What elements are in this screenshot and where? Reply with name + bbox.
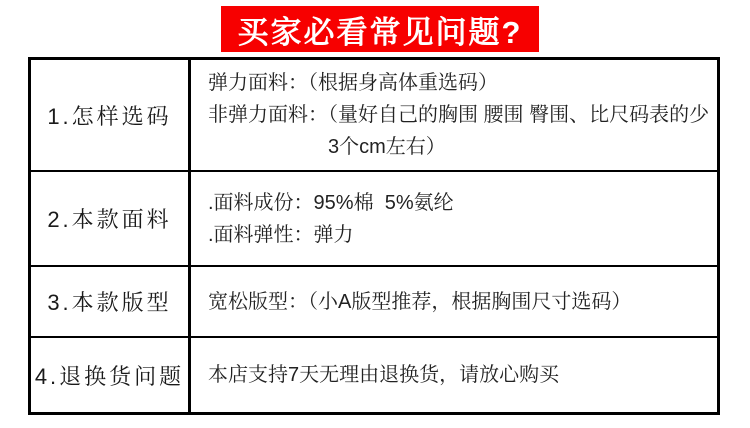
question-label: 1.怎样选码 (47, 103, 172, 129)
answer-line: 弹力面料：（根据身高体重选码） (208, 72, 498, 94)
answer-line: 3个cm左右） (328, 136, 446, 158)
answer-line: .面料弹性：弹力 (208, 223, 354, 246)
question-label: 3.本款版型 (47, 290, 172, 315)
faq-table (28, 57, 720, 415)
answer-line: 宽松版型：（小A版型推荐，根据胸围尺寸选码） (208, 290, 632, 313)
question-cell-fabric (31, 172, 191, 267)
answer-line: 非弹力面料：（量好自己的胸围 腰围 臀围、比尺码表的少 (208, 104, 710, 126)
page-title: 买家必看常见问题? (237, 14, 523, 50)
answer-cell-fabric (191, 172, 717, 267)
answer-cell-fit (191, 267, 717, 338)
question-cell-fit (31, 267, 191, 338)
question-cell-returns (31, 338, 191, 412)
answer-line: 本店支持7天无理由退换货，请放心购买 (208, 364, 560, 386)
question-label: 2.本款面料 (47, 207, 172, 232)
question-label: 4.退换货问题 (34, 363, 185, 389)
answer-cell-returns (191, 338, 717, 412)
answer-cell-sizing (191, 60, 717, 172)
header-banner (221, 6, 539, 52)
question-cell-sizing (31, 60, 191, 172)
answer-line: .面料成份：95%棉 5%氨纶 (208, 191, 454, 214)
